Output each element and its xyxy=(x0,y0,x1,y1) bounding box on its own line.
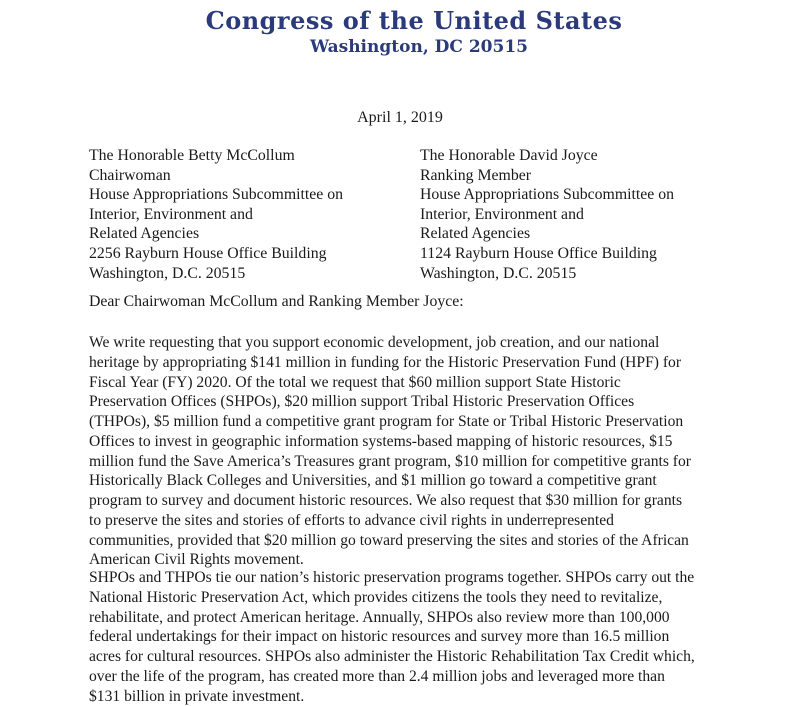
recipient-line: The Honorable Betty McCollum xyxy=(89,146,389,166)
paragraph-line: rehabilitate, and protect American heritage. Annually, SHPOs also review more than 100,000 xyxy=(89,608,721,628)
paragraph-line: (THPOs), $5 million fund a competitive grant program for State or Tribal Historic Preservation xyxy=(89,412,721,432)
letterhead-title: Congress of the United States xyxy=(28,6,800,36)
salutation: Dear Chairwoman McCollum and Ranking Member Joyce: xyxy=(89,292,464,312)
recipient-line: Related Agencies xyxy=(420,224,720,244)
paragraph-line: communities, provided that $20 million go toward preserving the sites and stories of the African xyxy=(89,531,721,551)
recipient-block-right xyxy=(420,146,720,283)
letterhead xyxy=(0,6,800,58)
body-paragraph-2 xyxy=(89,568,721,706)
recipient-line: Related Agencies xyxy=(89,224,389,244)
paragraph-line: federal undertakings for their impact on historic resources and survey more than 16.5 million xyxy=(89,627,721,647)
recipient-line: House Appropriations Subcommittee on xyxy=(420,185,720,205)
paragraph-line: We write requesting that you support economic development, job creation, and our national xyxy=(89,333,721,353)
letterhead-city: Washington, DC 20515 xyxy=(38,36,800,58)
recipient-line: 1124 Rayburn House Office Building xyxy=(420,244,720,264)
paragraph-line: SHPOs and THPOs tie our nation’s historic preservation programs together. SHPOs carry out the xyxy=(89,568,721,588)
paragraph-line: Preservation Offices (SHPOs), $20 million support Tribal Historic Preservation Offices xyxy=(89,392,721,412)
recipient-line: Washington, D.C. 20515 xyxy=(420,264,720,284)
paragraph-line: program to survey and document historic resources. We also request that $30 million for grants xyxy=(89,491,721,511)
recipient-line: The Honorable David Joyce xyxy=(420,146,720,166)
paragraph-line: acres for cultural resources. SHPOs also administer the Historic Rehabilitation Tax Credit which, xyxy=(89,647,721,667)
paragraph-line: heritage by appropriating $141 million in funding for the Historic Preservation Fund (HPF) for xyxy=(89,353,721,373)
paragraph-line: million fund the Save America’s Treasures grant program, $10 million for competitive grants for xyxy=(89,452,721,472)
paragraph-line: Offices to invest in geographic information systems-based mapping of historic resources, $15 xyxy=(89,432,721,452)
letter-date: April 1, 2019 xyxy=(0,108,800,128)
recipient-line: Interior, Environment and xyxy=(89,205,389,225)
recipient-line: House Appropriations Subcommittee on xyxy=(89,185,389,205)
paragraph-line: Fiscal Year (FY) 2020. Of the total we request that $60 million support State Historic xyxy=(89,373,721,393)
paragraph-line: Historically Black Colleges and Universities, and $1 million go toward a competitive grant xyxy=(89,471,721,491)
body-paragraph-1 xyxy=(89,333,721,570)
recipient-line: Interior, Environment and xyxy=(420,205,720,225)
paragraph-line: to preserve the sites and stories of efforts to advance civil rights in underrepresented xyxy=(89,511,721,531)
recipient-line: 2256 Rayburn House Office Building xyxy=(89,244,389,264)
recipient-block-left xyxy=(89,146,389,283)
paragraph-line: $131 billion in private investment. xyxy=(89,687,721,706)
paragraph-line: American Civil Rights movement. xyxy=(89,550,721,570)
recipient-line: Ranking Member xyxy=(420,166,720,186)
recipient-line: Chairwoman xyxy=(89,166,389,186)
paragraph-line: over the life of the program, has created more than 2.4 million jobs and leveraged more than xyxy=(89,667,721,687)
paragraph-line: National Historic Preservation Act, which provides citizens the tools they need to revitalize, xyxy=(89,588,721,608)
recipient-line: Washington, D.C. 20515 xyxy=(89,264,389,284)
